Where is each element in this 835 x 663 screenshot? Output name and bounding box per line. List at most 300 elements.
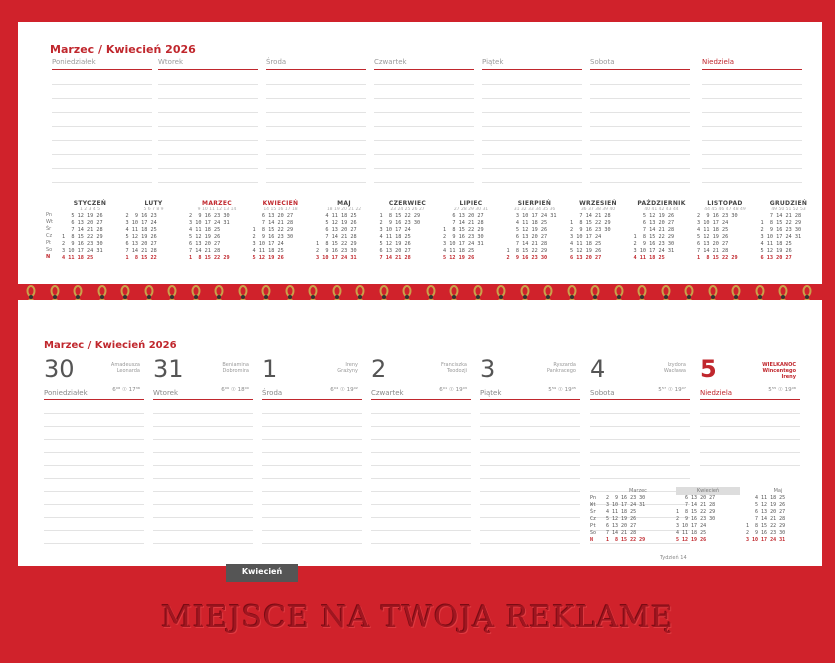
month-row: 7 14 21 28 — [633, 227, 675, 233]
writing-line — [52, 154, 152, 155]
day-underline — [590, 399, 690, 400]
writing-line — [482, 140, 582, 141]
month-row: 1 8 15 22 29 — [252, 227, 294, 233]
month-row: 6 13 20 27 — [125, 241, 157, 247]
writing-line — [480, 478, 580, 479]
writing-line — [262, 452, 362, 453]
writing-line — [482, 112, 582, 113]
month-row: 5 12 19 26 — [443, 255, 475, 261]
top-page — [18, 22, 822, 284]
mini-row: 4 11 18 25 — [606, 509, 637, 515]
week-numbers: 40 41 42 43 44 — [644, 207, 679, 212]
writing-line — [590, 98, 690, 99]
mini-weekday-label: Cz — [590, 516, 597, 522]
writing-line — [44, 517, 144, 518]
weekday-label: So — [46, 247, 53, 253]
day-name: Sobota — [590, 389, 615, 397]
day-underline — [153, 399, 253, 400]
writing-line — [153, 426, 253, 427]
month-row: 3 10 17 24 31 — [760, 234, 802, 240]
top-day-header: Piątek — [482, 58, 582, 70]
writing-line — [702, 168, 802, 169]
mini-row: 2 9 16 23 30 — [676, 516, 716, 522]
month-row: 4 11 18 25 — [379, 234, 411, 240]
writing-line — [374, 84, 474, 85]
week-numbers: 23 24 25 26 27 — [390, 207, 425, 212]
month-row: 7 14 21 28 — [443, 220, 484, 226]
month-3 — [253, 200, 309, 272]
month-row: 7 14 21 28 — [252, 220, 294, 226]
writing-line — [44, 439, 144, 440]
name-days: Amadeusza Leonarda — [110, 362, 140, 374]
week-numbers: 49 50 51 52 53 — [771, 207, 806, 212]
writing-line — [590, 182, 690, 183]
writing-line — [702, 98, 802, 99]
mini-row: 3 10 17 24 — [676, 523, 707, 529]
day-column-3 — [480, 357, 580, 547]
writing-line — [266, 98, 366, 99]
day-name: Niedziela — [700, 389, 733, 397]
writing-line — [590, 465, 690, 466]
month-row: 1 8 15 22 29 — [697, 255, 738, 261]
writing-line — [480, 491, 580, 492]
writing-line — [482, 84, 582, 85]
top-day-header: Niedziela — [702, 58, 802, 70]
month-row: 1 8 15 22 29 — [570, 220, 611, 226]
month-row: 3 10 17 24 31 — [62, 248, 103, 254]
writing-line — [153, 504, 253, 505]
month-row: 6 13 20 27 — [697, 241, 729, 247]
month-row: 1 8 15 22 29 — [62, 234, 103, 240]
day-number: 5 — [700, 355, 717, 383]
writing-line — [702, 154, 802, 155]
name-days: Beniamina Dobromira — [222, 362, 249, 374]
month-row: 6 13 20 27 — [506, 234, 548, 240]
top-day-header: Wtorek — [158, 58, 258, 70]
advert-text: MIEJSCE NA TWOJĄ REKLAMĘ — [161, 600, 674, 635]
writing-line — [153, 478, 253, 479]
month-row: 4 11 18 25 — [570, 241, 602, 247]
month-11 — [761, 200, 817, 272]
day-underline — [262, 399, 362, 400]
month-row: 4 11 18 25 — [697, 227, 729, 233]
weekday-label: Pt — [46, 240, 51, 246]
writing-line — [44, 426, 144, 427]
month-row: 1 8 15 22 — [125, 255, 157, 261]
writing-line — [52, 126, 152, 127]
writing-line — [262, 517, 362, 518]
month-name: LIPIEC — [459, 200, 483, 207]
month-row: 4 11 18 25 — [189, 227, 221, 233]
writing-line — [371, 530, 471, 531]
month-row: 4 11 18 25 — [633, 255, 665, 261]
month-name: WRZESIEŃ — [579, 200, 617, 207]
writing-line — [153, 413, 253, 414]
month-row: 2 9 16 23 30 — [379, 220, 421, 226]
writing-line — [52, 98, 152, 99]
writing-line — [153, 452, 253, 453]
mini-weekday-label: Pn — [590, 495, 597, 501]
writing-line — [480, 517, 580, 518]
writing-line — [153, 465, 253, 466]
month-9 — [634, 200, 690, 272]
month-row: 3 10 17 24 31 — [633, 248, 675, 254]
weekday-label: Śr — [46, 226, 52, 232]
sunrise-sunset: 6⁰⁶ ☉ 18⁰⁰ — [221, 387, 249, 393]
day-name: Poniedziałek — [44, 389, 88, 397]
day-name: Piątek — [480, 389, 502, 397]
month-row: 7 14 21 28 — [189, 248, 221, 254]
month-row: 1 8 15 22 29 — [760, 220, 802, 226]
day-number: 1 — [262, 355, 278, 383]
mini-row: 7 14 21 28 — [606, 530, 637, 536]
writing-line — [262, 465, 362, 466]
writing-line — [371, 439, 471, 440]
mini-row: 7 14 21 28 — [746, 516, 786, 522]
month-row: 2 9 16 23 30 — [760, 227, 802, 233]
week-numbers: 44 45 46 47 48 49 — [704, 207, 746, 212]
mini-row: 6 13 20 27 — [606, 523, 637, 529]
writing-line — [262, 543, 362, 544]
month-row: 5 12 19 26 — [760, 248, 792, 254]
month-row: 7 14 21 28 — [316, 234, 357, 240]
month-row: 1 8 15 22 29 — [189, 255, 230, 261]
month-row: 6 13 20 27 — [443, 213, 484, 219]
month-row: 1 8 15 22 29 — [443, 227, 484, 233]
weekday-label: Cz — [46, 233, 53, 239]
writing-line — [158, 154, 258, 155]
writing-line — [262, 478, 362, 479]
week-number-label: Tydzień 14 — [660, 555, 687, 561]
month-row: 5 12 19 26 — [379, 241, 411, 247]
sunrise-sunset: 6⁰¹ ☉ 19⁰³ — [439, 387, 467, 393]
writing-line — [44, 530, 144, 531]
writing-line — [590, 154, 690, 155]
month-row: 5 12 19 26 — [189, 234, 221, 240]
top-day-header: Sobota — [590, 58, 690, 70]
day-column-31 — [153, 357, 253, 547]
writing-line — [266, 84, 366, 85]
writing-line — [702, 84, 802, 85]
writing-line — [700, 439, 800, 440]
writing-line — [262, 491, 362, 492]
month-row: 4 11 18 25 — [506, 220, 548, 226]
day-name: Czwartek — [371, 389, 404, 397]
writing-line — [52, 84, 152, 85]
writing-line — [480, 452, 580, 453]
month-row: 6 13 20 27 — [570, 255, 602, 261]
month-name: LUTY — [144, 200, 163, 207]
name-days: Izydora Wacława — [663, 362, 686, 374]
mini-row: 5 12 19 26 — [746, 502, 786, 508]
month-row: 6 13 20 27 — [189, 241, 221, 247]
month-name: GRUDZIEŃ — [769, 200, 808, 207]
month-row: 6 13 20 27 — [252, 213, 294, 219]
mini-row: 5 12 19 26 — [606, 516, 637, 522]
month-tab-kwiecien[interactable]: Kwiecień — [226, 564, 298, 582]
writing-line — [153, 439, 253, 440]
writing-line — [52, 112, 152, 113]
mini-row: 1 8 15 22 29 — [676, 509, 716, 515]
writing-line — [52, 168, 152, 169]
writing-line — [482, 126, 582, 127]
month-5 — [380, 200, 436, 272]
month-4 — [316, 200, 372, 272]
month-row: 2 9 16 23 30 — [189, 213, 230, 219]
writing-line — [700, 465, 800, 466]
month-1 — [126, 200, 182, 272]
month-name: MAJ — [337, 200, 351, 207]
month-row: 7 14 21 28 — [760, 213, 802, 219]
writing-line — [480, 504, 580, 505]
month-row: 6 13 20 27 — [379, 248, 411, 254]
month-row: 3 10 17 24 — [570, 234, 602, 240]
writing-line — [158, 112, 258, 113]
mini-month — [746, 487, 810, 565]
month-row: 7 14 21 28 — [379, 255, 411, 261]
month-row: 5 12 19 26 — [62, 213, 103, 219]
month-row: 3 10 17 24 — [697, 220, 729, 226]
writing-line — [262, 413, 362, 414]
writing-line — [266, 168, 366, 169]
day-column-1 — [262, 357, 362, 547]
day-underline — [44, 399, 144, 400]
month-row: 7 14 21 28 — [697, 248, 729, 254]
month-name: MARZEC — [202, 200, 232, 207]
writing-line — [44, 543, 144, 544]
month-row: 3 10 17 24 31 — [443, 241, 484, 247]
name-days: Ireny Grażyny — [337, 362, 358, 374]
writing-line — [371, 543, 471, 544]
weekday-label: Pn — [46, 212, 53, 218]
month-0 — [62, 200, 118, 272]
month-row: 6 13 20 27 — [316, 227, 357, 233]
writing-line — [480, 413, 580, 414]
weekday-labels — [46, 212, 60, 261]
writing-line — [52, 182, 152, 183]
month-row: 3 10 17 24 31 — [189, 220, 230, 226]
day-name: Środa — [262, 389, 283, 397]
writing-line — [480, 426, 580, 427]
day-column-2 — [371, 357, 471, 547]
writing-line — [44, 413, 144, 414]
writing-line — [262, 530, 362, 531]
month-row: 2 9 16 23 30 — [443, 234, 484, 240]
mini-row: 5 12 19 26 — [676, 537, 707, 543]
writing-line — [371, 517, 471, 518]
writing-line — [44, 465, 144, 466]
sunrise-sunset: 5⁵⁹ ☉ 19⁰⁵ — [548, 387, 576, 393]
writing-line — [374, 182, 474, 183]
writing-line — [153, 491, 253, 492]
name-days: Ryszarda Pankracego — [546, 362, 576, 374]
day-number: 4 — [590, 355, 606, 383]
month-row: 2 9 16 23 30 — [633, 241, 675, 247]
writing-line — [480, 530, 580, 531]
mini-row: 1 8 15 22 29 — [606, 537, 646, 543]
month-name: CZERWIEC — [388, 200, 427, 207]
writing-line — [158, 140, 258, 141]
writing-line — [371, 465, 471, 466]
writing-line — [44, 504, 144, 505]
writing-line — [262, 504, 362, 505]
mini-weekday-label: Śr — [590, 509, 597, 515]
weekday-label: Wt — [46, 219, 53, 225]
month-row: 4 11 18 25 — [443, 248, 475, 254]
month-row: 4 11 18 25 — [760, 241, 792, 247]
mini-row: 4 11 18 25 — [676, 530, 707, 536]
writing-line — [371, 426, 471, 427]
mini-weekday-label: Wt — [590, 502, 597, 508]
month-7 — [507, 200, 563, 272]
writing-line — [374, 98, 474, 99]
mini-row: 6 13 20 27 — [746, 509, 786, 515]
day-name: Wtorek — [153, 389, 179, 397]
mini-row: 2 9 16 23 30 — [606, 495, 646, 501]
day-underline — [700, 399, 800, 400]
month-row: 2 9 16 23 30 — [62, 241, 103, 247]
writing-line — [374, 168, 474, 169]
month-row: 4 11 18 25 — [62, 255, 94, 261]
month-row: 2 9 16 23 — [125, 213, 157, 219]
name-days: WIELKANOC Wincentego Ireny — [762, 362, 796, 380]
writing-line — [590, 439, 690, 440]
writing-line — [44, 491, 144, 492]
writing-line — [371, 452, 471, 453]
month-row: 1 8 15 22 29 — [633, 234, 675, 240]
top-day-header: Czwartek — [374, 58, 474, 70]
writing-line — [480, 439, 580, 440]
week-numbers: 36 37 38 39 40 — [580, 207, 616, 212]
mini-row: 2 9 16 23 30 — [746, 530, 786, 536]
writing-line — [153, 543, 253, 544]
month-row: 5 12 19 26 — [633, 213, 675, 219]
writing-line — [266, 140, 366, 141]
day-column-30 — [44, 357, 144, 547]
month-8 — [570, 200, 626, 272]
month-row: 2 9 16 23 30 — [316, 248, 357, 254]
writing-line — [153, 530, 253, 531]
week-numbers: 31 32 33 34 35 36 — [513, 207, 556, 212]
month-name: PAŹDZIERNIK — [637, 200, 686, 207]
day-number: 2 — [371, 355, 387, 383]
writing-line — [700, 426, 800, 427]
mini-row: 3 10 17 24 31 — [606, 502, 646, 508]
weekday-label: N — [46, 254, 51, 260]
month-2 — [189, 200, 245, 272]
top-day-header: Środa — [266, 58, 366, 70]
month-row: 7 14 21 28 — [506, 241, 548, 247]
month-name: SIERPIEŃ — [517, 200, 552, 207]
writing-line — [262, 426, 362, 427]
mini-weekday-label: So — [590, 530, 597, 536]
bottom-page-title: Marzec / Kwiecień 2026 — [44, 340, 177, 351]
day-underline — [371, 399, 471, 400]
week-numbers: 14 15 16 17 18 — [263, 207, 298, 212]
month-row: 1 8 15 22 29 — [506, 248, 548, 254]
writing-line — [374, 126, 474, 127]
month-name: LISTOPAD — [707, 200, 743, 207]
month-6 — [443, 200, 499, 272]
writing-line — [44, 452, 144, 453]
writing-line — [590, 426, 690, 427]
month-10 — [697, 200, 753, 272]
writing-line — [480, 543, 580, 544]
month-row: 1 8 15 22 29 — [379, 213, 421, 219]
writing-line — [266, 112, 366, 113]
writing-line — [266, 126, 366, 127]
writing-line — [482, 98, 582, 99]
spacer — [590, 487, 604, 495]
writing-line — [702, 182, 802, 183]
week-numbers: 9 10 11 12 13 14 — [197, 207, 237, 212]
month-row: 2 9 16 23 30 — [252, 234, 294, 240]
sunrise-sunset: 6⁰⁴ ☉ 19⁰² — [330, 387, 358, 393]
mini-month — [676, 487, 740, 565]
writing-line — [590, 84, 690, 85]
month-row: 3 10 17 24 — [379, 227, 411, 233]
writing-line — [158, 182, 258, 183]
writing-line — [482, 182, 582, 183]
writing-line — [158, 84, 258, 85]
day-underline — [480, 399, 580, 400]
writing-line — [700, 413, 800, 414]
writing-line — [371, 491, 471, 492]
mini-weekday-labels — [590, 487, 604, 565]
writing-line — [44, 478, 144, 479]
writing-line — [266, 182, 366, 183]
mini-month-name: Maj — [773, 488, 783, 494]
writing-line — [371, 413, 471, 414]
writing-line — [158, 168, 258, 169]
mini-row: 1 8 15 22 29 — [746, 523, 786, 529]
week-numbers: 18 19 20 21 22 — [326, 207, 362, 212]
writing-line — [374, 154, 474, 155]
month-row: 4 11 18 25 — [252, 248, 284, 254]
writing-line — [480, 465, 580, 466]
writing-line — [590, 112, 690, 113]
month-row: 3 10 17 24 — [252, 241, 284, 247]
month-row: 5 12 19 26 — [697, 234, 729, 240]
writing-line — [590, 126, 690, 127]
mini-row: 6 13 20 27 — [676, 495, 716, 501]
writing-line — [702, 126, 802, 127]
month-row: 7 14 21 28 — [62, 227, 103, 233]
month-row: 3 10 17 24 31 — [316, 255, 357, 261]
top-day-header: Poniedziałek — [52, 58, 152, 70]
month-row: 3 10 17 24 31 — [506, 213, 557, 219]
mini-month-name: Kwiecień — [676, 487, 740, 495]
mini-month — [606, 487, 670, 565]
mini-row: 7 14 21 28 — [676, 502, 716, 508]
month-row: 4 11 18 25 — [125, 227, 157, 233]
sunrise-sunset: 5⁵⁷ ☉ 19⁰⁷ — [658, 387, 686, 393]
month-row: 2 9 16 23 30 — [506, 255, 548, 261]
writing-line — [702, 140, 802, 141]
month-row: 7 14 21 28 — [570, 213, 611, 219]
writing-line — [700, 452, 800, 453]
sunrise-sunset: 6⁰⁸ ☉ 17³⁸ — [112, 387, 140, 393]
day-number: 31 — [153, 355, 184, 383]
week-numbers: 5 6 7 8 9 — [143, 207, 164, 212]
month-row: 2 9 16 23 30 — [570, 227, 611, 233]
mini-row: 3 10 17 24 31 — [746, 537, 786, 543]
month-row: 5 12 19 26 — [125, 234, 157, 240]
writing-line — [371, 478, 471, 479]
writing-line — [266, 154, 366, 155]
writing-line — [702, 112, 802, 113]
writing-line — [262, 439, 362, 440]
